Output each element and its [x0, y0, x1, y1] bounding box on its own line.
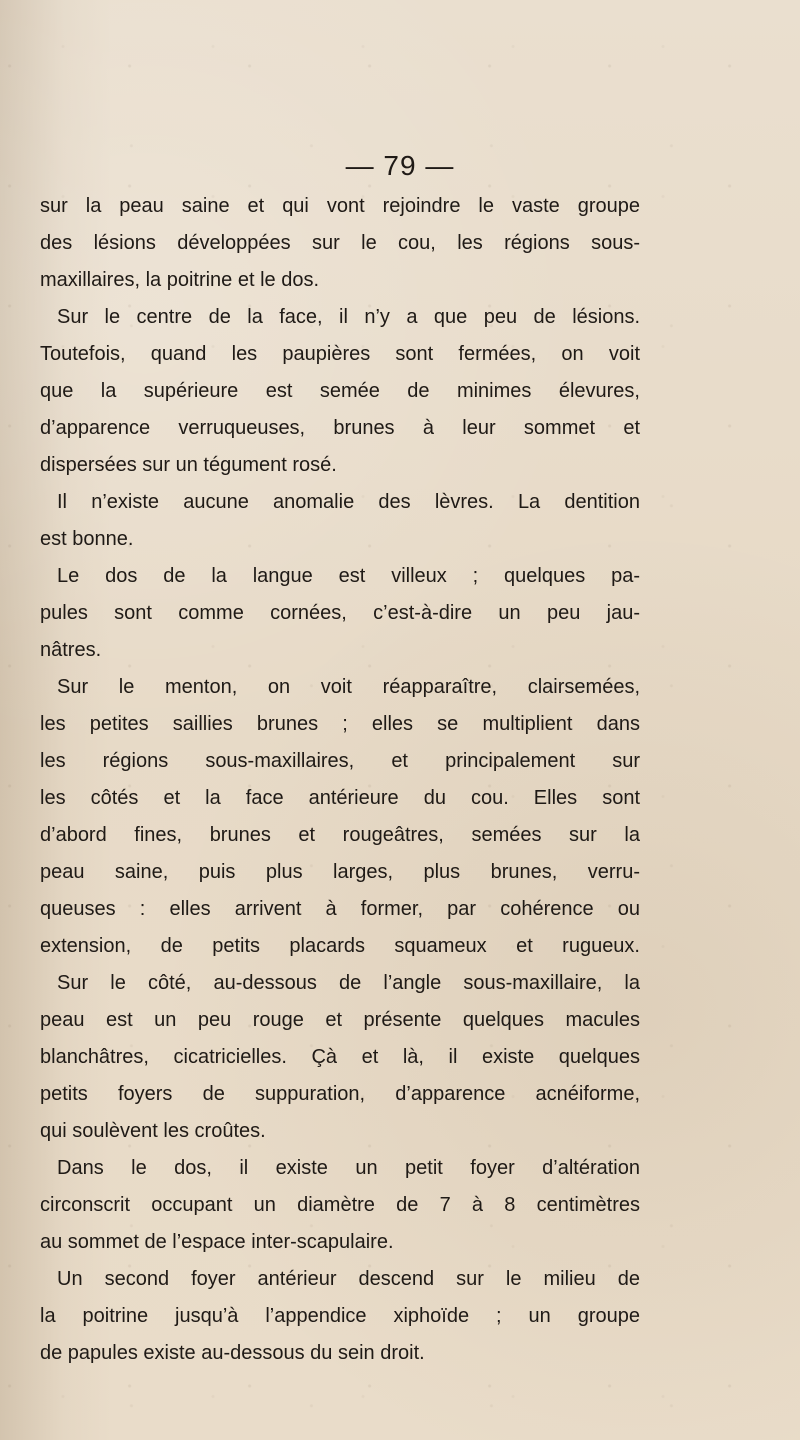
text-line: nâtres.: [40, 639, 102, 661]
paragraph-line: Un second foyer antérieur descend sur le milieu de: [57, 1268, 640, 1290]
text-line: qui soulèvent les croûtes.: [40, 1120, 266, 1142]
text-line: extension, de petits placards squameux et rugueux.: [40, 935, 640, 957]
paragraph-line: Dans le dos, il existe un petit foyer d’altération: [57, 1157, 640, 1179]
paragraph-line: Il n’existe aucune anomalie des lèvres. La dentition: [57, 491, 640, 513]
paragraph-line: Le dos de la langue est villeux ; quelques pa-: [57, 565, 640, 587]
text-line: est bonne.: [40, 528, 134, 550]
document-body: [40, 188, 640, 1372]
text-line: petits foyers de suppuration, d’apparence acnéiforme,: [40, 1083, 640, 1105]
text-line: les petites saillies brunes ; elles se multiplient dans: [40, 713, 640, 735]
paragraph-line: Sur le côté, au-dessous de l’angle sous-maxillaire, la: [57, 972, 640, 994]
text-line: les régions sous-maxillaires, et principalement sur: [40, 750, 640, 772]
text-line: peau est un peu rouge et présente quelques macules: [40, 1009, 640, 1031]
text-line: dispersées sur un tégument rosé.: [40, 454, 337, 476]
paragraph-line: Sur le centre de la face, il n’y a que peu de lésions.: [57, 306, 640, 328]
text-line: maxillaires, la poitrine et le dos.: [40, 269, 320, 291]
paragraph-line: Sur le menton, on voit réapparaître, clairsemées,: [57, 676, 640, 698]
text-line: sur la peau saine et qui vont rejoindre le vaste groupe: [40, 195, 640, 217]
text-line: les côtés et la face antérieure du cou. Elles sont: [40, 787, 640, 809]
text-line: que la supérieure est semée de minimes élevures,: [40, 380, 640, 402]
page-number-header: — 79 —: [345, 150, 455, 181]
text-line: d’apparence verruqueuses, brunes à leur sommet et: [40, 417, 640, 439]
text-line: blanchâtres, cicatricielles. Çà et là, il existe quelques: [40, 1046, 640, 1068]
text-line: au sommet de l’espace inter-scapulaire.: [40, 1231, 394, 1253]
text-line: peau saine, puis plus larges, plus brunes, verru-: [40, 861, 640, 883]
text-line: circonscrit occupant un diamètre de 7 à 8 centimètres: [40, 1194, 640, 1216]
text-line: des lésions développées sur le cou, les régions sous-: [40, 232, 640, 254]
text-line: pules sont comme cornées, c’est-à-dire un peu jau-: [40, 602, 640, 624]
text-line: queuses : elles arrivent à former, par cohérence ou: [40, 898, 640, 920]
text-line: d’abord fines, brunes et rougeâtres, semées sur la: [40, 824, 640, 846]
text-line: Toutefois, quand les paupières sont fermées, on voit: [40, 343, 640, 365]
text-line: de papules existe au-dessous du sein droit.: [40, 1342, 425, 1364]
text-line: la poitrine jusqu’à l’appendice xiphoïde ; un groupe: [40, 1305, 640, 1327]
